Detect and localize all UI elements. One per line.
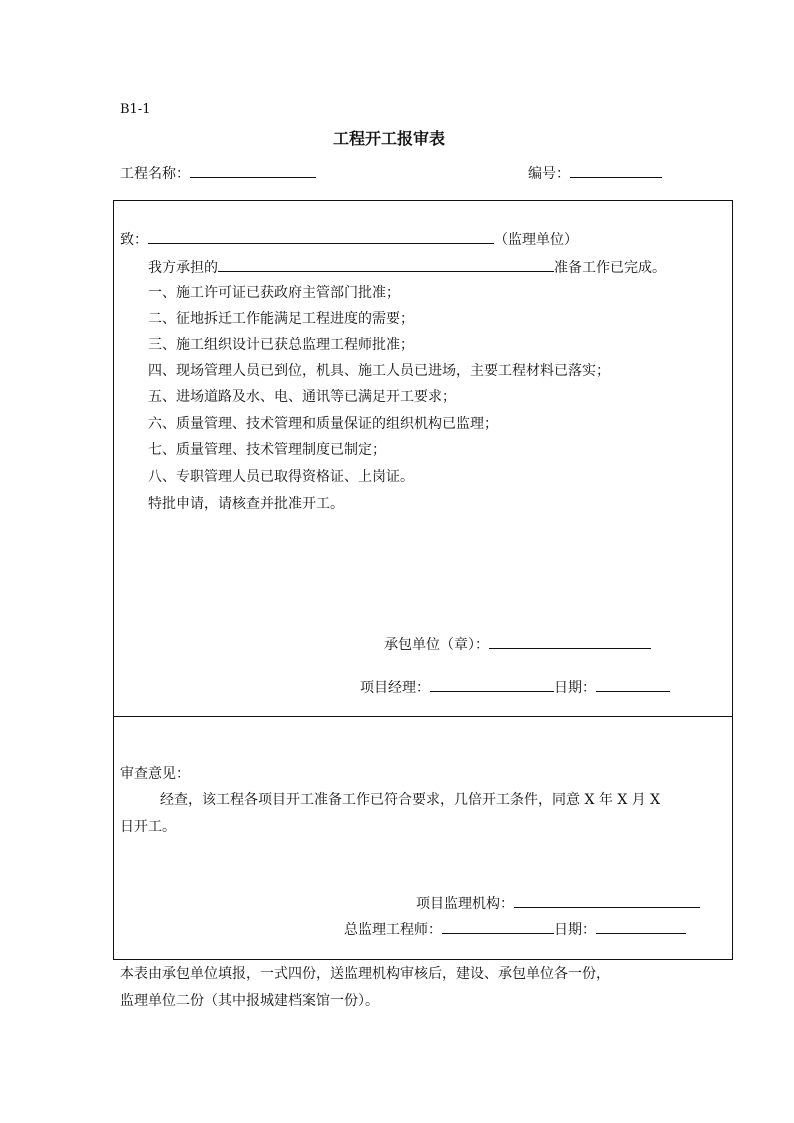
contractor-field[interactable] [489,633,651,649]
project-name-row [120,162,316,183]
list-item: 八、专职管理人员已取得资格证、上岗证。 [148,469,414,485]
intro-row [148,256,666,277]
agency-row [416,892,700,913]
date-field[interactable] [596,676,670,692]
to-suffix: （监理单位） [494,232,578,248]
list-item: 七、质量管理、技术管理制度已制定； [148,442,386,458]
supervision-unit-field[interactable] [148,228,494,244]
number-field[interactable] [570,162,662,178]
intro-suffix: 准备工作已完成。 [554,260,666,276]
intro-prefix: 我方承担的 [148,260,218,276]
chief-label: 总监理工程师： [344,922,442,938]
form-code: B1-1 [120,102,151,117]
undertaken-project-field[interactable] [218,256,554,272]
number-row [528,162,662,183]
project-name-field[interactable] [190,162,316,178]
date-label: 日期： [554,680,596,696]
agency-label: 项目监理机构： [416,896,514,912]
number-label: 编号： [528,166,570,182]
agency-field[interactable] [514,892,700,908]
contractor-row [384,633,651,654]
contractor-label: 承包单位（章）： [384,637,489,653]
list-item: 四、现场管理人员已到位，机具、施工人员已进场，主要工程材料已落实； [148,363,610,379]
list-item: 二、征地拆迁工作能满足工程进度的需要； [148,311,414,327]
manager-field[interactable] [430,676,554,692]
review-date-label: 日期： [554,922,596,938]
list-item: 三、施工组织设计已获总监理工程师批准； [148,337,414,353]
project-name-label: 工程名称： [120,166,190,182]
list-item: 六、质量管理、技术管理和质量保证的组织机构已监理； [148,416,498,432]
opinion-line-2: 日开工。 [120,819,176,835]
manager-label: 项目经理： [360,680,430,696]
chief-field[interactable] [442,918,554,934]
to-label: 致： [120,232,148,248]
chief-row [344,918,686,939]
footer-note-1: 本表由承包单位填报，一式四份，送监理机构审核后，建设、承包单位各一份， [120,966,610,982]
opinion-label: 审查意见： [120,766,190,782]
closing-text: 特批申请，请核查并批准开工。 [148,496,344,512]
footer-note-2: 监理单位二份（其中报城建档案馆一份）。 [120,993,379,1009]
opinion-line-1: 经查，该工程各项目开工准备工作已符合要求，几倍开工条件，同意 X 年 X 月 X [160,792,661,808]
manager-row [360,676,670,697]
review-date-field[interactable] [596,918,686,934]
to-row [120,228,578,249]
list-item: 五、进场道路及水、电、通讯等已满足开工要求； [148,389,456,405]
list-item: 一、施工许可证已获政府主管部门批准； [148,285,400,301]
page-title: 工程开工报审表 [333,129,446,148]
